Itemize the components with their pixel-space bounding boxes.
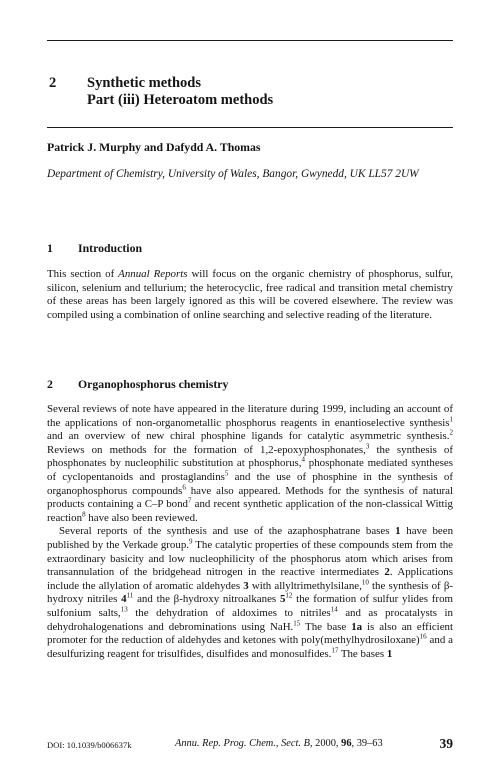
reviews-paragraph: Several reviews of note have appeared in the literature during 1999, including an account of the applications of non-organometallic phosphorus reagents in enantioselective synthesis$^1$ and an overview of new chiral phosphine ligands for catalytic asymmetric synthesis.$^2$ Reviews on methods for the formation of 1,2-epoxyphosphonates,$^3$ the synthesis of phosphonates by nucleophilic substitution at phosphorus,$^4$ phosphonate mediated syntheses of cyclopentanoids and prostaglandins$^5$ and the use of phosphine in the synthesis of organophosphorus compounds$^6$ have also appeared. Methods for the synthesis of natural products containing a C–P bond$^7$ and recent synthetic application of the non-classical Wittig reaction$^8$ have also been reviewed. <box>47 403 454 524</box>
citation: 5 <box>224 469 229 478</box>
organophosphorus-body <box>47 403 453 661</box>
chapter-title-line1: Synthetic methods <box>87 75 201 91</box>
citation: 10 <box>361 578 369 587</box>
top-rule <box>47 40 453 41</box>
citation: 3 <box>365 442 370 451</box>
title-rule <box>47 127 453 128</box>
compound-number: 1 <box>386 647 393 660</box>
affiliation: Department of Chemistry, University of Wales, Bangor, Gwynedd, UK LL57 2UW <box>47 168 419 180</box>
citation: 4 <box>301 455 305 464</box>
journal-citation: Annu. Rep. Prog. Chem., Sect. B, 2000, 96, 39–63 <box>175 738 383 749</box>
citation: 2 <box>449 428 453 437</box>
citation: 17 <box>331 646 339 655</box>
compound-number: 1 <box>395 525 401 538</box>
section-number: 1 <box>47 241 53 255</box>
section-heading-organophosphorus <box>47 377 228 392</box>
citation: 13 <box>120 605 128 614</box>
chapter-title-line2: Part (iii) Heteroatom methods <box>87 92 274 108</box>
compound-number: 5 <box>279 593 286 606</box>
citation: 15 <box>293 618 301 627</box>
citation: 7 <box>187 496 192 505</box>
authors: Patrick J. Murphy and Dafydd A. Thomas <box>47 140 261 154</box>
citation: 11 <box>126 591 134 600</box>
compound-number: 3 <box>243 579 249 592</box>
introduction-paragraph: This section of Annual Reports will focus on the organic chemistry of phosphorus, sulfur, silicon, selenium and tellurium; the heterocyclic, free radical and transition metal chemistry of these areas has been largely ignored as this will be covered elsewhere. The review was compiled using a combination of online searching and selective reading of the literature. <box>47 268 453 321</box>
citation: 9 <box>189 537 193 546</box>
citation: 1 <box>449 414 453 423</box>
compound-number: 4 <box>121 593 127 606</box>
page-number: 39 <box>439 736 453 751</box>
doi: DOI: 10.1039/b006637k <box>47 740 132 750</box>
section-title: Organophosphorus chemistry <box>78 377 229 391</box>
citation: 6 <box>182 482 186 491</box>
compound-number: 1a <box>351 620 363 633</box>
section-title: Introduction <box>78 241 143 255</box>
citation: 14 <box>330 605 338 614</box>
citation: 16 <box>419 632 427 641</box>
citation: 8 <box>82 510 86 519</box>
journal-name: Annual Reports <box>118 268 188 280</box>
section-number: 2 <box>47 377 53 391</box>
section-heading-introduction <box>47 241 142 256</box>
citation: 12 <box>285 591 293 600</box>
verkade-paragraph: Several reports of the synthesis and use of the azaphosphatrane bases 1 have been published by the Verkade group.$^9$ The catalytic properties of these compounds stem from the extraordinary basicity and low nucleophilicity of the phosphorus atom which arises from transannulation of the bridgehead nitrogen in the reactive intermediates 2. Applications include the allylation of aromatic aldehydes 3 with allyltrimethylsilane,$^{10}$ the synthesis of β-hydroxy nitriles $4^{11}$ and the β-hydroxy nitroalkanes $5^{12}$ the formation of sulfur ylides from sulfonium salts,$^{13}$ the dehydration of aldoximes to nitriles$^{14}$ and as procatalysts in dehydrohalogenations and debrominations using NaH.$^{15}$ The base 1a is also an efficient promoter for the reduction of aldehydes and ketones with poly(methylhydrosiloxane)$^{16}$ and a desulfurizing reagent for trisulfides, disulfides and monosulfides.$^{17}$ The bases 1 <box>47 525 454 660</box>
chapter-number: 2 <box>49 75 57 91</box>
page-footer <box>47 738 457 752</box>
compound-number: 2 <box>384 566 390 579</box>
